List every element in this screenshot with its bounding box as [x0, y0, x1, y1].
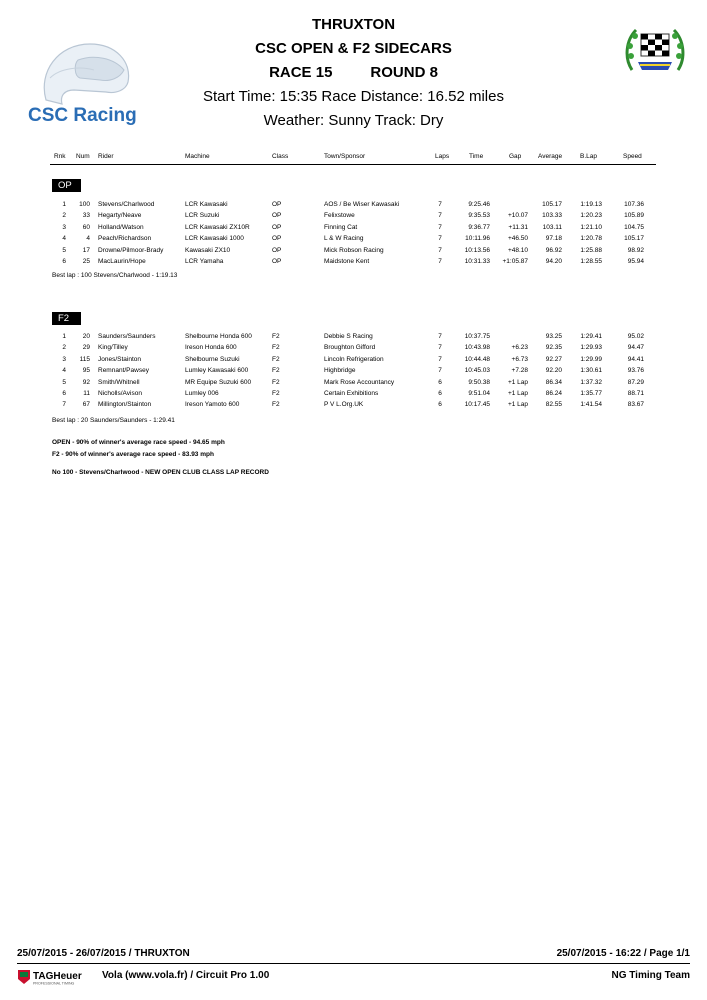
cell-rider: Jones/Stainton: [98, 355, 142, 363]
table-row: [0, 258, 707, 269]
table-row: [0, 201, 707, 212]
cell-gap: +48.10: [507, 246, 528, 254]
tagheuer-logo: [17, 969, 99, 985]
cell-gap: +1:05.87: [502, 258, 528, 265]
csc-racing-logo: [24, 38, 154, 128]
table-row: [0, 379, 707, 390]
cell-gap: +10.07: [507, 212, 528, 220]
col-rider: Rider: [98, 153, 114, 160]
cell-num: 115: [79, 355, 90, 363]
cell-blap: 1:41.54: [580, 401, 602, 409]
cell-class: F2: [272, 355, 280, 363]
cell-gap: +7.28: [511, 367, 528, 375]
cell-class: F2: [272, 390, 280, 397]
cell-speed: 95.94: [627, 258, 644, 265]
cell-num: 33: [82, 212, 90, 220]
cell-average: 103.33: [542, 212, 562, 220]
cell-machine: LCR Kawasaki: [185, 201, 228, 208]
cell-num: 4: [86, 235, 90, 243]
cell-class: F2: [272, 378, 280, 386]
cell-time: 10:11.96: [465, 235, 490, 243]
cell-machine: LCR Suzuki: [185, 212, 220, 220]
race-label: RACE 15: [269, 64, 333, 81]
cell-average: 93.25: [545, 333, 562, 340]
cell-gap: +1 Lap: [507, 378, 528, 386]
table-row: [0, 401, 707, 412]
cell-rnk: 1: [62, 333, 66, 340]
cell-speed: 87.29: [627, 378, 644, 386]
cell-rnk: 4: [62, 367, 66, 375]
col-time: Time: [469, 153, 484, 160]
cell-machine: MR Equipe Suzuki 600: [185, 378, 252, 386]
table-row: [0, 356, 707, 367]
cell-average: 103.11: [542, 223, 562, 231]
cell-class: F2: [272, 344, 280, 352]
cell-num: 17: [82, 246, 90, 254]
cell-gap: +6.73: [511, 355, 528, 363]
cell-rider: Remnant/Pawsey: [98, 367, 149, 375]
cell-time: 9:51.04: [468, 390, 490, 397]
cell-average: 86.34: [545, 378, 562, 386]
table-row: [0, 212, 707, 223]
cell-sponsor: Felixstowe: [324, 212, 355, 220]
cell-rnk: 2: [62, 212, 66, 220]
col-laps: Laps: [435, 153, 450, 160]
cell-blap: 1:25.88: [580, 246, 602, 254]
cell-class: OP: [272, 223, 282, 231]
cell-machine: LCR Yamaha: [185, 258, 224, 265]
race-round-line: [150, 64, 557, 81]
cell-machine: Lumley Kawasaki 600: [185, 367, 249, 375]
event-title: CSC OPEN & F2 SIDECARS: [255, 40, 452, 57]
cell-time: 10:44.48: [464, 355, 490, 363]
cell-laps: 7: [438, 344, 442, 352]
cell-average: 82.55: [545, 401, 562, 409]
cell-machine: Ireson Honda 600: [185, 344, 237, 352]
table-row: [0, 247, 707, 258]
cell-laps: 7: [438, 367, 442, 375]
lap-record-note: No 100 - Stevens/Charlwood - NEW OPEN CLUB CLASS LAP RECORD: [52, 469, 269, 476]
cell-speed: 93.76: [627, 367, 644, 375]
cell-sponsor: L & W Racing: [324, 235, 364, 243]
cell-sponsor: Maidstone Kent: [324, 258, 370, 265]
cell-laps: 7: [438, 212, 442, 220]
cell-blap: 1:29.99: [580, 355, 602, 363]
cell-gap: +1 Lap: [507, 390, 528, 397]
cell-machine: Ireson Yamoto 600: [185, 401, 240, 409]
cell-average: 94.20: [545, 258, 562, 265]
col-machine: Machine: [185, 153, 210, 160]
cell-sponsor: Mick Robson Racing: [324, 246, 384, 254]
cell-machine: Shelbourne Honda 600: [185, 333, 252, 340]
footer-software: Vola (www.vola.fr) / Circuit Pro 1.00: [102, 970, 270, 981]
op-best-lap: Best lap : 100 Stevens/Charlwood - 1:19.13: [52, 272, 178, 279]
footer-event-dates: 25/07/2015 - 26/07/2015 / THRUXTON: [17, 948, 190, 959]
round-label: ROUND 8: [370, 64, 438, 81]
start-distance-line: Start Time: 15:35 Race Distance: 16.52 miles: [203, 88, 504, 105]
cell-rider: Hegarty/Neave: [98, 212, 142, 220]
cell-time: 9:25.46: [468, 201, 490, 208]
col-class: Class: [272, 153, 289, 160]
cell-class: OP: [272, 258, 282, 265]
cell-laps: 7: [438, 333, 442, 340]
cell-class: OP: [272, 246, 282, 254]
tagheuer-brand-text: TAGHeuer: [33, 971, 82, 982]
table-row: [0, 224, 707, 235]
header-divider: [50, 164, 656, 165]
cell-machine: LCR Kawasaki ZX10R: [185, 223, 250, 231]
cell-time: 10:13.56: [464, 246, 490, 254]
cell-speed: 94.41: [627, 355, 644, 363]
cell-sponsor: Lincoln Refrigeration: [324, 355, 384, 363]
cell-rider: Smith/Whitnell: [98, 378, 140, 386]
cell-laps: 7: [438, 223, 442, 231]
cell-laps: 7: [438, 246, 442, 254]
col-blap: B.Lap: [580, 153, 597, 160]
cell-rnk: 3: [62, 223, 66, 231]
cell-time: 9:35.53: [468, 212, 490, 220]
cell-rider: Nicholls/Avison: [98, 390, 142, 397]
cell-sponsor: AOS / Be Wiser Kawasaki: [324, 201, 400, 208]
cell-blap: 1:19.13: [580, 201, 602, 208]
logo-text: CSC Racing: [28, 105, 137, 126]
cell-rnk: 4: [62, 235, 66, 243]
cell-rnk: 3: [62, 355, 66, 363]
cell-blap: 1:29.93: [580, 344, 602, 352]
cell-num: 20: [82, 333, 90, 340]
cell-rider: Peach/Richardson: [98, 235, 152, 243]
cell-num: 67: [82, 401, 90, 409]
cell-rider: King/Tilley: [98, 344, 128, 352]
cell-blap: 1:20.23: [580, 212, 602, 220]
cell-rider: Saunders/Saunders: [98, 333, 156, 340]
venue-title: THRUXTON: [311, 16, 396, 33]
cell-gap: +46.50: [507, 235, 528, 243]
cell-time: 10:37.75: [464, 333, 490, 340]
cell-gap: +6.23: [511, 344, 528, 352]
results-column-headers: [0, 153, 707, 163]
cell-sponsor: Broughton Gifford: [324, 344, 376, 352]
cell-average: 96.92: [545, 246, 562, 254]
cell-sponsor: Mark Rose Accountancy: [324, 378, 395, 386]
cell-laps: 7: [438, 258, 442, 265]
table-row: [0, 235, 707, 246]
footer-timing-team: NG Timing Team: [611, 970, 690, 981]
footer-divider: [17, 963, 690, 964]
cell-machine: LCR Kawasaki 1000: [185, 235, 244, 243]
cell-rnk: 5: [62, 378, 66, 386]
cell-class: OP: [272, 201, 282, 208]
cell-gap: +11.31: [508, 223, 528, 231]
cell-average: 97.18: [545, 235, 562, 243]
cell-blap: 1:21.10: [580, 223, 602, 231]
cell-sponsor: Highbridge: [324, 367, 356, 375]
cell-time: 9:36.77: [468, 223, 490, 231]
cell-sponsor: P V L.Org.UK: [324, 401, 364, 409]
cell-rider: Stevens/Charlwood: [98, 201, 155, 208]
open-speed-note: OPEN - 90% of winner's average race speed - 94.65 mph: [52, 439, 225, 446]
cell-time: 9:50.38: [468, 378, 490, 386]
cell-laps: 7: [438, 201, 442, 208]
cell-sponsor: Debbie S Racing: [324, 333, 373, 340]
cell-class: F2: [272, 333, 280, 340]
cell-class: OP: [272, 235, 282, 243]
cell-rnk: 6: [62, 390, 66, 397]
cell-rnk: 1: [62, 201, 66, 208]
cell-blap: 1:35.77: [580, 390, 602, 397]
cell-class: OP: [272, 212, 282, 220]
cell-rider: Millington/Stainton: [98, 401, 152, 409]
cell-laps: 7: [438, 235, 442, 243]
col-rnk: Rnk: [54, 153, 66, 160]
cell-sponsor: Certain Exhibitions: [324, 390, 379, 397]
cell-num: 100: [79, 201, 90, 208]
class-badge-op: OP: [52, 179, 81, 192]
f2-best-lap: Best lap : 20 Saunders/Saunders - 1:29.41: [52, 417, 175, 424]
col-sponsor: Town/Sponsor: [324, 153, 366, 160]
cell-speed: 83.67: [627, 401, 644, 409]
cell-rnk: 7: [62, 401, 66, 409]
col-num: Num: [76, 153, 90, 160]
cell-time: 10:43.98: [464, 344, 490, 352]
cell-laps: 6: [438, 401, 442, 409]
cell-blap: 1:37.32: [580, 378, 602, 386]
cell-num: 25: [82, 258, 90, 265]
cell-time: 10:45.03: [464, 367, 490, 375]
cell-rider: Drowne/Pilmoor-Brady: [98, 246, 164, 254]
cell-num: 92: [82, 378, 90, 386]
cell-rnk: 5: [62, 246, 66, 254]
cell-machine: Lumley 006: [185, 390, 219, 397]
cell-laps: 6: [438, 378, 442, 386]
cell-rnk: 2: [62, 344, 66, 352]
laurel-crest-icon: [622, 24, 688, 80]
cell-machine: Shelbourne Suzuki: [185, 355, 240, 363]
cell-gap: +1 Lap: [507, 401, 528, 409]
table-row: [0, 333, 707, 344]
col-average: Average: [538, 153, 563, 160]
cell-blap: 1:30.61: [580, 367, 602, 375]
cell-num: 95: [82, 367, 90, 375]
cell-average: 92.20: [545, 367, 562, 375]
cell-average: 105.17: [542, 201, 562, 208]
cell-average: 86.24: [545, 390, 562, 397]
cell-speed: 105.17: [624, 235, 644, 243]
cell-average: 92.27: [545, 355, 562, 363]
table-row: [0, 390, 707, 401]
cell-laps: 7: [438, 355, 442, 363]
cell-class: F2: [272, 401, 280, 409]
cell-blap: 1:29.41: [580, 333, 602, 340]
cell-rnk: 6: [62, 258, 66, 265]
cell-speed: 94.47: [627, 344, 644, 352]
cell-speed: 107.36: [624, 201, 644, 208]
cell-sponsor: Finning Cat: [324, 223, 358, 231]
cell-speed: 104.75: [624, 223, 644, 231]
table-row: [0, 344, 707, 355]
cell-speed: 95.02: [627, 333, 644, 340]
col-speed: Speed: [623, 153, 642, 160]
cell-speed: 105.89: [624, 212, 644, 220]
cell-num: 11: [83, 390, 90, 397]
cell-time: 10:17.45: [464, 401, 490, 409]
cell-class: F2: [272, 367, 280, 375]
f2-speed-note: F2 - 90% of winner's average race speed - 83.93 mph: [52, 451, 214, 458]
cell-rider: MacLaurin/Hope: [98, 258, 146, 265]
cell-num: 29: [82, 344, 90, 352]
helmet-icon: [24, 38, 154, 128]
cell-machine: Kawasaki ZX10: [185, 246, 231, 254]
cell-rider: Holland/Watson: [98, 223, 144, 231]
weather-line: Weather: Sunny Track: Dry: [263, 112, 444, 129]
cell-time: 10:31.33: [464, 258, 490, 265]
cell-average: 92.35: [545, 344, 562, 352]
class-badge-f2: F2: [52, 312, 81, 325]
cell-speed: 88.71: [627, 390, 644, 397]
cell-laps: 6: [438, 390, 442, 397]
cell-blap: 1:20.78: [580, 235, 602, 243]
cell-blap: 1:28.55: [580, 258, 602, 265]
table-row: [0, 367, 707, 378]
cell-num: 60: [82, 223, 90, 231]
tagheuer-logo-icon: [17, 969, 99, 985]
cell-speed: 98.92: [627, 246, 644, 254]
footer-print-info: 25/07/2015 - 16:22 / Page 1/1: [556, 948, 690, 959]
club-crest-logo: [622, 24, 688, 80]
col-gap: Gap: [509, 153, 522, 160]
tagheuer-sub-text: PROFESSIONAL TIMING: [33, 981, 75, 985]
